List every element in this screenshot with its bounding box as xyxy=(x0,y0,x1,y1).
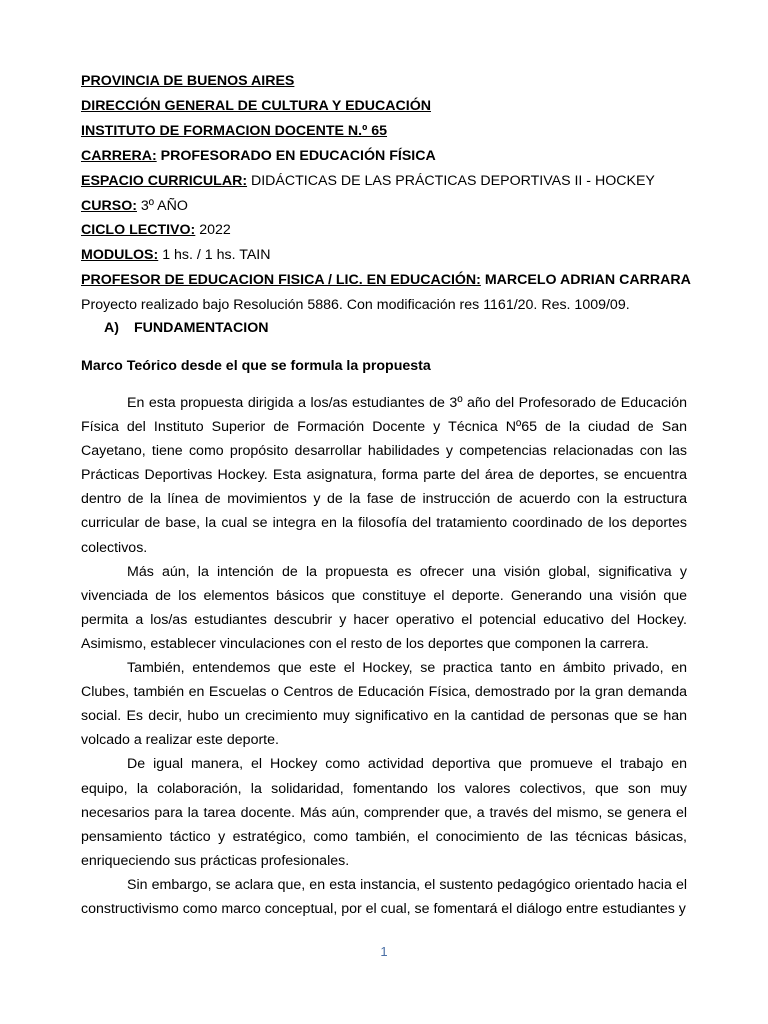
header-ciclo xyxy=(81,221,231,239)
header-province: PROVINCIA DE BUENOS AIRES xyxy=(81,73,295,89)
carrera-label: CARRERA: xyxy=(81,148,157,164)
espacio-label: ESPACIO CURRICULAR: xyxy=(81,173,248,189)
header-carrera xyxy=(81,147,436,165)
paragraph: En esta propuesta dirigida a los/as estudiantes de 3º año del Profesorado de Educación Física del Instituto Superior de Formación Docente y Técnica Nº65 de la ciudad de San Cayetano, tiene como propósito desarrollar habilidades y competencias relacionadas con las Prácticas Deportivas Hockey. Esta asignatura, forma parte del área de deportes, se encuentra dentro de la línea de movimientos y de la fase de instrucción de acuerdo con la estructura curricular de base, la cual se integra en la filosofía del tratamiento coordinado de los deportes colectivos. xyxy=(81,395,687,556)
header-curso xyxy=(81,197,188,215)
section-prefix: A) xyxy=(104,320,119,336)
body-text xyxy=(81,391,687,921)
header-institute: INSTITUTO DE FORMACION DOCENTE N.º 65 xyxy=(81,123,388,139)
ciclo-value: 2022 xyxy=(195,222,231,238)
section-heading xyxy=(104,320,269,336)
curso-value: 3º AÑO xyxy=(136,198,188,214)
subheading: Marco Teórico desde el que se formula la propuesta xyxy=(81,358,431,374)
page-number: 1 xyxy=(380,944,388,959)
modulos-value: 1 hs. / 1 hs. TAIN xyxy=(158,247,271,263)
profesor-label: PROFESOR DE EDUCACION FISICA / LIC. EN EDUCACIÓN: xyxy=(81,272,481,288)
header-profesor xyxy=(81,271,691,289)
modulos-label: MODULOS: xyxy=(81,247,159,263)
carrera-value: PROFESORADO EN EDUCACIÓN FÍSICA xyxy=(156,148,436,164)
profesor-value: MARCELO ADRIAN CARRARA xyxy=(480,272,691,288)
header-espacio xyxy=(81,172,655,190)
section-title: FUNDAMENTACION xyxy=(134,320,269,336)
ciclo-label: CICLO LECTIVO: xyxy=(81,222,196,238)
project-resolution: Proyecto realizado bajo Resolución 5886. Con modificación res 1161/20. Res. 1009/09. xyxy=(81,297,630,313)
curso-label: CURSO: xyxy=(81,198,137,214)
paragraph: También, entendemos que este el Hockey, se practica tanto en ámbito privado, en Clubes, también en Escuelas o Centros de Educación Física, demostrado por la gran demanda social. Es decir, hubo un crecimiento muy significativo en la cantidad de personas que se han volcado a realizar este deporte. xyxy=(81,660,687,749)
paragraph: De igual manera, el Hockey como actividad deportiva que promueve el trabajo en equipo, la colaboración, la solidaridad, fomentando los valores colectivos, que son muy necesarios para la tarea docente. Más aún, comprender que, a través del mismo, se genera el pensamiento táctico y estratégico, como también, el conocimiento de las técnicas básicas, enriqueciendo sus prácticas profesionales. xyxy=(81,756,687,869)
header-modulos xyxy=(81,246,270,264)
espacio-value: DIDÁCTICAS DE LAS PRÁCTICAS DEPORTIVAS II - HOCKEY xyxy=(247,173,655,189)
paragraph: Más aún, la intención de la propuesta es ofrecer una visión global, significativa y vivenciada de los elementos básicos que constituye el deporte. Generando una visión que permita a los/as estudiantes descubrir y hacer operativo el potencial educativo del Hockey. Asimismo, establecer vinculaciones con el resto de los deportes que componen la carrera. xyxy=(81,563,687,652)
header-direction: DIRECCIÓN GENERAL DE CULTURA Y EDUCACIÓN xyxy=(81,98,431,114)
paragraph: Sin embargo, se aclara que, en esta instancia, el sustento pedagógico orientado hacia el constructivismo como marco conceptual, por el cual, se fomentará el diálogo entre estudiantes y xyxy=(81,876,687,917)
